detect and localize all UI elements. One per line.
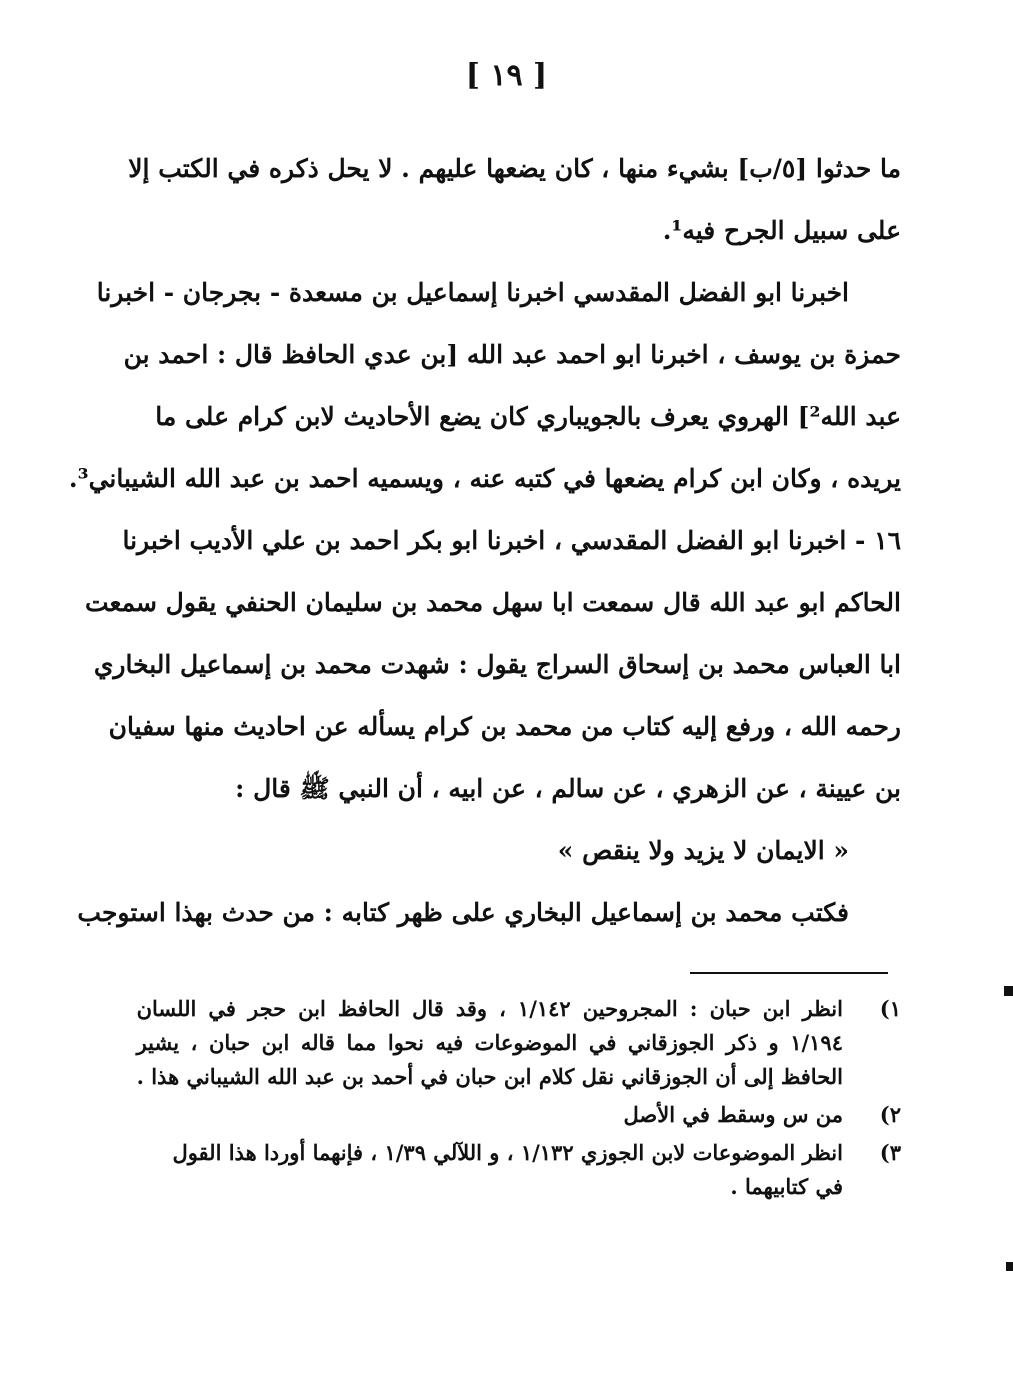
footnote-line: في كتابيهما . [730, 1174, 843, 1199]
text-line: رحمه الله ، ورفع إليه كتاب من محمد بن كرام يسأله عن احاديث منها سفيان [108, 712, 901, 741]
text-line: ما حدثوا [٥/ب] بشيء منها ، كان يضعها عليهم . لا يحل ذكره في الكتب إلا [128, 154, 901, 183]
text-line: بن عيينة ، عن الزهري ، عن سالم ، عن ابيه ، أن النبي ﷺ قال : [235, 774, 901, 803]
footnote-line: انظر ابن حبان : المجروحين ١/١٤٢ ، وقد قال الحافظ ابن حجر في اللسان [136, 996, 843, 1021]
footnote-divider [690, 972, 888, 974]
main-text [68, 138, 901, 944]
footnote-line: انظر الموضوعات لابن الجوزي ١/١٣٢ ، و اللآلي ١/٣٩ ، فإنهما أوردا هذا القول [172, 1140, 843, 1165]
text-line: ابا العباس محمد بن إسحاق السراج يقول : شهدت محمد بن إسماعيل البخاري [93, 650, 901, 679]
footnote-number: ٢) [879, 1102, 901, 1127]
text-line: الحاكم ابو عبد الله قال سمعت ابا سهل محمد بن سليمان الحنفي يقول سمعت [84, 588, 901, 617]
footnote-1 [136, 992, 901, 1094]
text-line: عبد الله²] الهروي يعرف بالجويباري كان يضع الأحاديث لابن كرام على ما [155, 402, 901, 431]
footnotes [136, 992, 901, 1204]
page-number: [ ١٩ ] [465, 58, 548, 93]
text-line: فكتب محمد بن إسماعيل البخاري على ظهر كتابه : من حدث بهذا استوجب [77, 898, 849, 927]
footnote-number: ٣) [879, 1140, 901, 1165]
scan-mark [1004, 986, 1013, 996]
text-line: يريده ، وكان ابن كرام يضعها في كتبه عنه ، ويسميه احمد بن عبد الله الشيباني³. [68, 464, 901, 493]
text-line: اخبرنا ابو الفضل المقدسي اخبرنا إسماعيل بن مسعدة - بجرجان - اخبرنا [96, 278, 849, 307]
footnote-line: الحافظ إلى أن الجوزقاني نقل كلام ابن حبان في أحمد بن عبد الله الشيباني هذا . [136, 1064, 843, 1089]
scan-mark [1006, 1262, 1013, 1271]
text-line: ١٦ - اخبرنا ابو الفضل المقدسي ، اخبرنا ابو بكر احمد بن علي الأديب اخبرنا [122, 526, 901, 555]
text-line: على سبيل الجرح فيه¹. [662, 216, 901, 245]
quoted-hadith: « الايمان لا يزيد ولا ينقص » [557, 836, 849, 865]
footnote-3 [172, 1136, 901, 1204]
footnote-number: ١) [879, 996, 901, 1021]
footnote-line: من س وسقط في الأصل [623, 1102, 843, 1127]
footnote-2 [189, 1098, 901, 1132]
text-line: حمزة بن يوسف ، اخبرنا ابو احمد عبد الله [بن عدي الحافظ قال : احمد بن [123, 340, 901, 369]
footnote-line: ١/١٩٤ و ذكر الجوزقاني في الموضوعات فيه نحوا مما قاله ابن حبان ، يشير [136, 1030, 843, 1055]
